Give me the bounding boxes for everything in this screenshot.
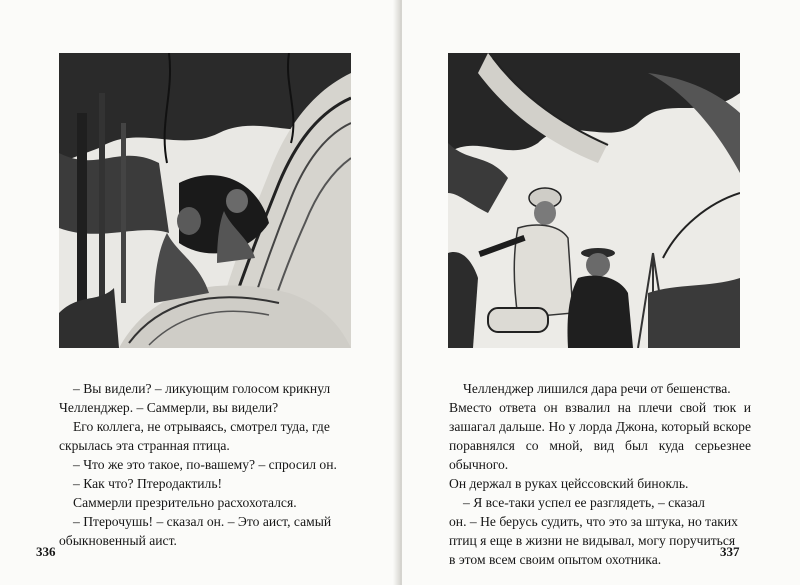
paragraph: – Как что? Птеродактиль!	[73, 476, 223, 491]
paragraph: скрылась эта странная птица.	[59, 438, 230, 453]
paragraph: Саммерли презрительно расхохотался.	[73, 495, 297, 510]
page-number: 337	[720, 544, 740, 559]
left-page-text	[59, 379, 359, 550]
paragraph: Он держал в руках цейссовский бинокль.	[449, 476, 689, 491]
left-illustration	[59, 53, 351, 348]
paragraph: он. – Не берусь судить, что это за штука, но таких	[449, 514, 738, 529]
left-page	[0, 0, 398, 585]
paragraph: – Птерочушь! – сказал он. – Это аист, самый	[73, 514, 332, 529]
paragraph: в этом всем своим опытом охотника.	[449, 552, 662, 567]
right-page	[402, 0, 800, 585]
paragraph: птиц я еще в жизни не видывал, могу поручиться	[449, 533, 736, 548]
explorers-with-binoculars-drawing	[448, 53, 740, 348]
paragraph: – Что же это такое, по-вашему? – спросил он.	[73, 457, 337, 472]
paragraph: – Вы видели? – ликующим голосом крикнул	[73, 381, 331, 396]
paragraph: обыкновенный аист.	[59, 533, 177, 548]
paragraph: – Я все-таки успел ее разглядеть, – сказал	[463, 495, 705, 510]
paragraph: Его коллега, не отрываясь, смотрел туда, где	[73, 419, 330, 434]
paragraph: Вместо ответа он взвалил на плечи свой тюк и зашагал дальше. Но у лорда Джона, который вскоре поравнялся со мной, вид был куда серьезнее обычного.	[449, 400, 751, 472]
right-page-text	[449, 379, 751, 569]
paragraph: Челленджер лишился дара речи от бешенства.	[463, 381, 731, 396]
right-illustration	[448, 53, 740, 348]
page-number: 336	[36, 544, 56, 559]
paragraph: Челленджер. – Саммерли, вы видели?	[59, 400, 279, 415]
jungle-explorers-hiding-drawing	[59, 53, 351, 348]
